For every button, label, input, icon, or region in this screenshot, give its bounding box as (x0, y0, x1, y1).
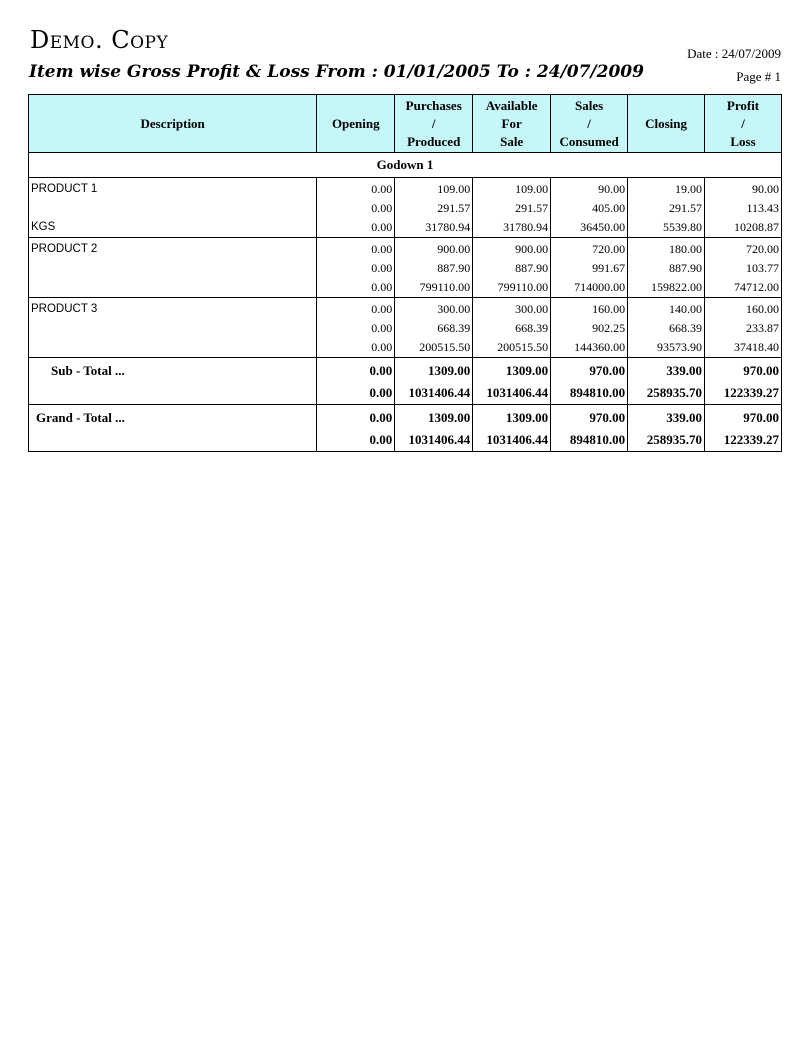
table-row (29, 278, 782, 298)
col-profit-line2: / (741, 115, 745, 131)
profit-cell: 37418.40 (705, 338, 782, 358)
sales-cell: 970.00 (551, 358, 628, 383)
profit-cell: 970.00 (705, 405, 782, 430)
closing-cell: 291.57 (628, 199, 705, 218)
report-date: Date : 24/07/2009 (687, 46, 781, 61)
product-label (29, 319, 317, 338)
profit-cell: 122339.27 (705, 382, 782, 405)
available-cell: 887.90 (473, 259, 551, 278)
purchases-cell: 900.00 (395, 238, 473, 260)
grandtotal-row (29, 405, 782, 430)
col-sales-line1: Sales (575, 97, 604, 113)
sales-cell: 144360.00 (551, 338, 628, 358)
col-available-line1: Available (485, 97, 538, 113)
profit-cell: 233.87 (705, 319, 782, 338)
opening-cell: 0.00 (317, 429, 395, 452)
purchases-cell: 887.90 (395, 259, 473, 278)
col-sales-line2: / (587, 115, 591, 131)
opening-cell: 0.00 (317, 259, 395, 278)
purchases-cell: 109.00 (395, 178, 473, 200)
available-cell: 291.57 (473, 199, 551, 218)
product-label: PRODUCT 3 (29, 298, 317, 320)
table-row (29, 218, 782, 238)
opening-cell: 0.00 (317, 382, 395, 405)
opening-cell: 0.00 (317, 298, 395, 320)
opening-cell: 0.00 (317, 199, 395, 218)
col-opening (317, 95, 395, 153)
col-purchases-line1: Purchases (405, 97, 462, 113)
profit-cell: 90.00 (705, 178, 782, 200)
opening-cell: 0.00 (317, 278, 395, 298)
col-purchases (395, 95, 473, 153)
purchases-cell: 1309.00 (395, 405, 473, 430)
profit-cell: 10208.87 (705, 218, 782, 238)
product-label: KGS (29, 218, 317, 238)
available-cell: 668.39 (473, 319, 551, 338)
closing-cell: 19.00 (628, 178, 705, 200)
purchases-cell: 1309.00 (395, 358, 473, 383)
godown-row (29, 153, 782, 178)
sales-cell: 970.00 (551, 405, 628, 430)
purchases-cell: 200515.50 (395, 338, 473, 358)
sales-cell: 36450.00 (551, 218, 628, 238)
available-cell: 799110.00 (473, 278, 551, 298)
col-sales-line3: Consumed (559, 133, 619, 149)
product-label (29, 338, 317, 358)
opening-cell: 0.00 (317, 218, 395, 238)
closing-cell: 258935.70 (628, 382, 705, 405)
col-purchases-line3: Produced (407, 133, 461, 149)
product-label: PRODUCT 1 (29, 178, 317, 200)
purchases-cell: 1031406.44 (395, 429, 473, 452)
profit-cell: 720.00 (705, 238, 782, 260)
purchases-cell: 31780.94 (395, 218, 473, 238)
header-row (29, 95, 782, 153)
profit-cell: 970.00 (705, 358, 782, 383)
profit-cell: 103.77 (705, 259, 782, 278)
col-opening-label: Opening (331, 115, 380, 131)
sales-cell: 991.67 (551, 259, 628, 278)
col-closing (628, 95, 705, 153)
col-available (473, 95, 551, 153)
subtotal-label-blank (29, 382, 317, 405)
sales-cell: 714000.00 (551, 278, 628, 298)
col-profit-line3: Loss (730, 133, 756, 149)
opening-cell: 0.00 (317, 319, 395, 338)
available-cell: 1309.00 (473, 358, 551, 383)
sales-cell: 902.25 (551, 319, 628, 338)
available-cell: 109.00 (473, 178, 551, 200)
col-available-line2: For (501, 115, 522, 131)
report-title: Item wise Gross Profit & Loss From : 01/01/2005 To : 24/07/2009 (29, 62, 644, 82)
subtotal-label: Sub - Total ... (29, 358, 317, 383)
purchases-cell: 668.39 (395, 319, 473, 338)
sales-cell: 894810.00 (551, 429, 628, 452)
product-label (29, 199, 317, 218)
closing-cell: 180.00 (628, 238, 705, 260)
grandtotal-label-blank (29, 429, 317, 452)
table-row (29, 238, 782, 260)
profit-cell: 113.43 (705, 199, 782, 218)
table-row (29, 178, 782, 200)
col-purchases-line2: / (431, 115, 436, 131)
table-row (29, 199, 782, 218)
table-row (29, 298, 782, 320)
available-cell: 1309.00 (473, 405, 551, 430)
purchases-cell: 291.57 (395, 199, 473, 218)
opening-cell: 0.00 (317, 238, 395, 260)
grandtotal-label: Grand - Total ... (29, 405, 317, 430)
opening-cell: 0.00 (317, 338, 395, 358)
purchases-cell: 1031406.44 (395, 382, 473, 405)
grandtotal-row (29, 429, 782, 452)
page-number: Page # 1 (736, 69, 781, 84)
sales-cell: 720.00 (551, 238, 628, 260)
opening-cell: 0.00 (317, 178, 395, 200)
available-cell: 1031406.44 (473, 429, 551, 452)
gross-profit-table (28, 94, 782, 452)
closing-cell: 887.90 (628, 259, 705, 278)
godown-name: Godown 1 (29, 153, 782, 178)
closing-cell: 668.39 (628, 319, 705, 338)
table-row (29, 319, 782, 338)
closing-cell: 93573.90 (628, 338, 705, 358)
closing-cell: 339.00 (628, 405, 705, 430)
closing-cell: 339.00 (628, 358, 705, 383)
subtotal-row (29, 358, 782, 383)
company-name: Demo. Copy (30, 26, 169, 54)
product-label (29, 259, 317, 278)
product-label: PRODUCT 2 (29, 238, 317, 260)
available-cell: 1031406.44 (473, 382, 551, 405)
sales-cell: 90.00 (551, 178, 628, 200)
product-label (29, 278, 317, 298)
profit-cell: 74712.00 (705, 278, 782, 298)
sales-cell: 160.00 (551, 298, 628, 320)
profit-cell: 160.00 (705, 298, 782, 320)
available-cell: 300.00 (473, 298, 551, 320)
profit-cell: 122339.27 (705, 429, 782, 452)
col-sales (551, 95, 628, 153)
col-description (29, 95, 317, 153)
col-profit-line1: Profit (726, 97, 760, 113)
purchases-cell: 300.00 (395, 298, 473, 320)
col-closing-label: Closing (645, 115, 688, 131)
col-description-label: Description (140, 115, 205, 131)
opening-cell: 0.00 (317, 405, 395, 430)
closing-cell: 159822.00 (628, 278, 705, 298)
table-row (29, 259, 782, 278)
col-profit (705, 95, 782, 153)
sales-cell: 894810.00 (551, 382, 628, 405)
available-cell: 900.00 (473, 238, 551, 260)
opening-cell: 0.00 (317, 358, 395, 383)
col-available-line3: Sale (500, 133, 524, 149)
available-cell: 31780.94 (473, 218, 551, 238)
closing-cell: 140.00 (628, 298, 705, 320)
available-cell: 200515.50 (473, 338, 551, 358)
subtotal-row (29, 382, 782, 405)
purchases-cell: 799110.00 (395, 278, 473, 298)
table-row (29, 338, 782, 358)
sales-cell: 405.00 (551, 199, 628, 218)
closing-cell: 5539.80 (628, 218, 705, 238)
closing-cell: 258935.70 (628, 429, 705, 452)
